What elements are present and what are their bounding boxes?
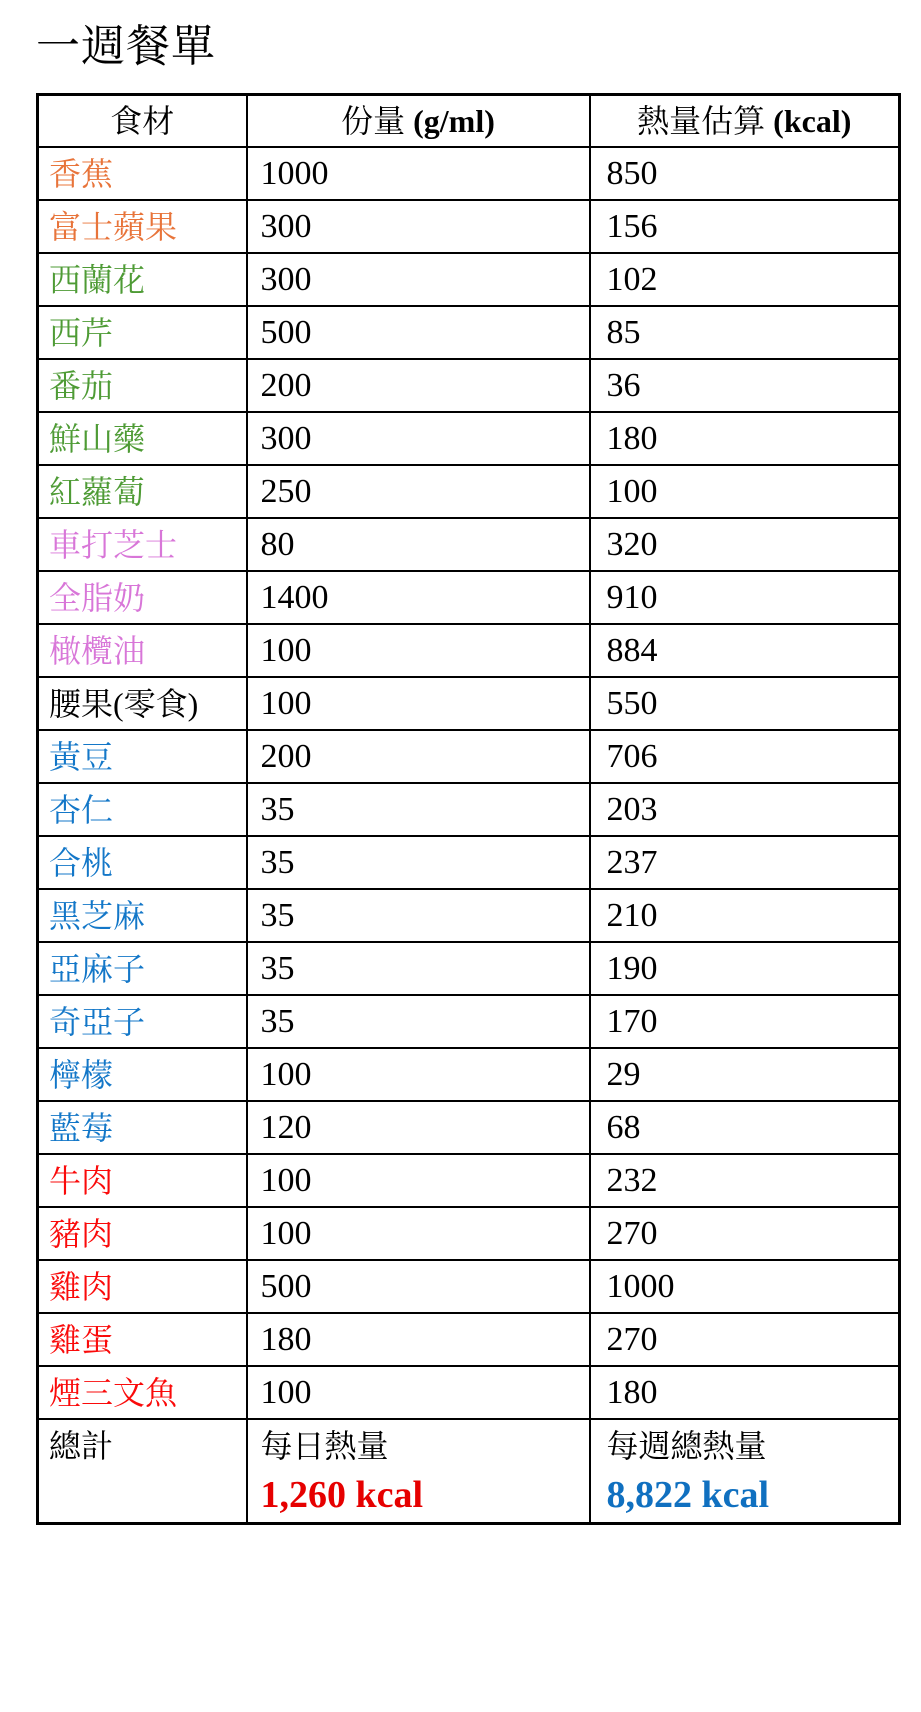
table-row <box>38 1101 900 1154</box>
calories-cell: 203 <box>590 783 900 836</box>
calories-cell: 270 <box>590 1313 900 1366</box>
quantity-cell: 300 <box>247 200 590 253</box>
calories-cell: 320 <box>590 518 900 571</box>
table-row <box>38 1366 900 1419</box>
quantity-cell: 250 <box>247 465 590 518</box>
ingredient-cell: 車打芝士 <box>38 518 247 571</box>
quantity-cell: 100 <box>247 677 590 730</box>
table-row <box>38 1207 900 1260</box>
header-quantity-label: 份量 <box>341 103 406 139</box>
quantity-cell: 35 <box>247 783 590 836</box>
header-ingredient <box>38 95 247 148</box>
ingredient-cell: 牛肉 <box>38 1154 247 1207</box>
daily-total-cell <box>247 1419 590 1524</box>
calories-cell: 237 <box>590 836 900 889</box>
ingredient-cell: 豬肉 <box>38 1207 247 1260</box>
table-header <box>38 95 900 148</box>
daily-total-label: 每日熱量 <box>260 1428 389 1464</box>
calories-cell: 910 <box>590 571 900 624</box>
quantity-cell: 1400 <box>247 571 590 624</box>
weekly-total-cell <box>590 1419 900 1524</box>
table-row <box>38 677 900 730</box>
header-quantity-unit: (g/ml) <box>413 103 495 139</box>
ingredient-cell: 合桃 <box>38 836 247 889</box>
quantity-cell: 1000 <box>247 147 590 200</box>
totals-row <box>38 1419 900 1524</box>
quantity-cell: 100 <box>247 1048 590 1101</box>
page-title: 一週餐單 <box>36 22 216 71</box>
calories-cell: 170 <box>590 995 900 1048</box>
calories-cell: 29 <box>590 1048 900 1101</box>
table-row <box>38 1260 900 1313</box>
calories-cell: 706 <box>590 730 900 783</box>
weekly-total-label: 每週總熱量 <box>606 1428 767 1464</box>
quantity-cell: 100 <box>247 1366 590 1419</box>
table-body <box>38 147 900 1419</box>
header-calories-label: 熱量估算 <box>637 103 766 139</box>
weekly-total-value: 8,822 kcal <box>606 1474 770 1516</box>
totals-label: 總計 <box>49 1428 114 1464</box>
quantity-cell: 35 <box>247 836 590 889</box>
quantity-cell: 500 <box>247 1260 590 1313</box>
table-row <box>38 518 900 571</box>
ingredient-cell: 奇亞子 <box>38 995 247 1048</box>
ingredient-cell: 西蘭花 <box>38 253 247 306</box>
quantity-cell: 35 <box>247 889 590 942</box>
calories-cell: 156 <box>590 200 900 253</box>
table-row <box>38 836 900 889</box>
table-row <box>38 783 900 836</box>
ingredient-cell: 黑芝麻 <box>38 889 247 942</box>
table-row <box>38 942 900 995</box>
ingredient-cell: 藍莓 <box>38 1101 247 1154</box>
quantity-cell: 300 <box>247 412 590 465</box>
table-row <box>38 412 900 465</box>
ingredient-cell: 亞麻子 <box>38 942 247 995</box>
quantity-cell: 35 <box>247 942 590 995</box>
table-row <box>38 306 900 359</box>
calories-cell: 180 <box>590 1366 900 1419</box>
ingredient-cell: 鮮山藥 <box>38 412 247 465</box>
quantity-cell: 35 <box>247 995 590 1048</box>
calories-cell: 85 <box>590 306 900 359</box>
calories-cell: 884 <box>590 624 900 677</box>
calories-cell: 550 <box>590 677 900 730</box>
ingredient-cell: 橄欖油 <box>38 624 247 677</box>
quantity-cell: 100 <box>247 1154 590 1207</box>
quantity-cell: 120 <box>247 1101 590 1154</box>
ingredient-cell: 西芹 <box>38 306 247 359</box>
table-row <box>38 147 900 200</box>
header-quantity <box>247 95 590 148</box>
quantity-cell: 500 <box>247 306 590 359</box>
header-row <box>38 95 900 148</box>
ingredient-cell: 香蕉 <box>38 147 247 200</box>
table-row <box>38 465 900 518</box>
calories-cell: 1000 <box>590 1260 900 1313</box>
calories-cell: 232 <box>590 1154 900 1207</box>
ingredient-cell: 雞蛋 <box>38 1313 247 1366</box>
table-footer <box>38 1419 900 1524</box>
header-calories <box>590 95 900 148</box>
table-row <box>38 995 900 1048</box>
daily-total-value: 1,260 kcal <box>260 1474 424 1516</box>
quantity-cell: 100 <box>247 1207 590 1260</box>
calories-cell: 210 <box>590 889 900 942</box>
table-row <box>38 1154 900 1207</box>
ingredient-cell: 腰果(零食) <box>38 677 247 730</box>
calories-cell: 102 <box>590 253 900 306</box>
ingredient-cell: 雞肉 <box>38 1260 247 1313</box>
quantity-cell: 80 <box>247 518 590 571</box>
quantity-cell: 200 <box>247 730 590 783</box>
table-row <box>38 253 900 306</box>
ingredient-cell: 煙三文魚 <box>38 1366 247 1419</box>
quantity-cell: 200 <box>247 359 590 412</box>
ingredient-cell: 檸檬 <box>38 1048 247 1101</box>
calories-cell: 180 <box>590 412 900 465</box>
ingredient-cell: 番茄 <box>38 359 247 412</box>
table-row <box>38 889 900 942</box>
calories-cell: 270 <box>590 1207 900 1260</box>
calories-cell: 36 <box>590 359 900 412</box>
weekly-menu-table <box>36 93 901 1525</box>
table-row <box>38 1313 900 1366</box>
calories-cell: 850 <box>590 147 900 200</box>
ingredient-cell: 紅蘿蔔 <box>38 465 247 518</box>
ingredient-cell: 杏仁 <box>38 783 247 836</box>
table-row <box>38 571 900 624</box>
table-row <box>38 1048 900 1101</box>
quantity-cell: 300 <box>247 253 590 306</box>
ingredient-cell: 黃豆 <box>38 730 247 783</box>
quantity-cell: 100 <box>247 624 590 677</box>
table-row <box>38 624 900 677</box>
header-calories-unit: (kcal) <box>773 103 852 139</box>
quantity-cell: 180 <box>247 1313 590 1366</box>
ingredient-cell: 富士蘋果 <box>38 200 247 253</box>
calories-cell: 68 <box>590 1101 900 1154</box>
table-row <box>38 359 900 412</box>
table-row <box>38 730 900 783</box>
header-ingredient-label: 食材 <box>110 103 175 139</box>
table-row <box>38 200 900 253</box>
calories-cell: 100 <box>590 465 900 518</box>
ingredient-cell: 全脂奶 <box>38 571 247 624</box>
calories-cell: 190 <box>590 942 900 995</box>
totals-label-cell <box>38 1419 247 1524</box>
